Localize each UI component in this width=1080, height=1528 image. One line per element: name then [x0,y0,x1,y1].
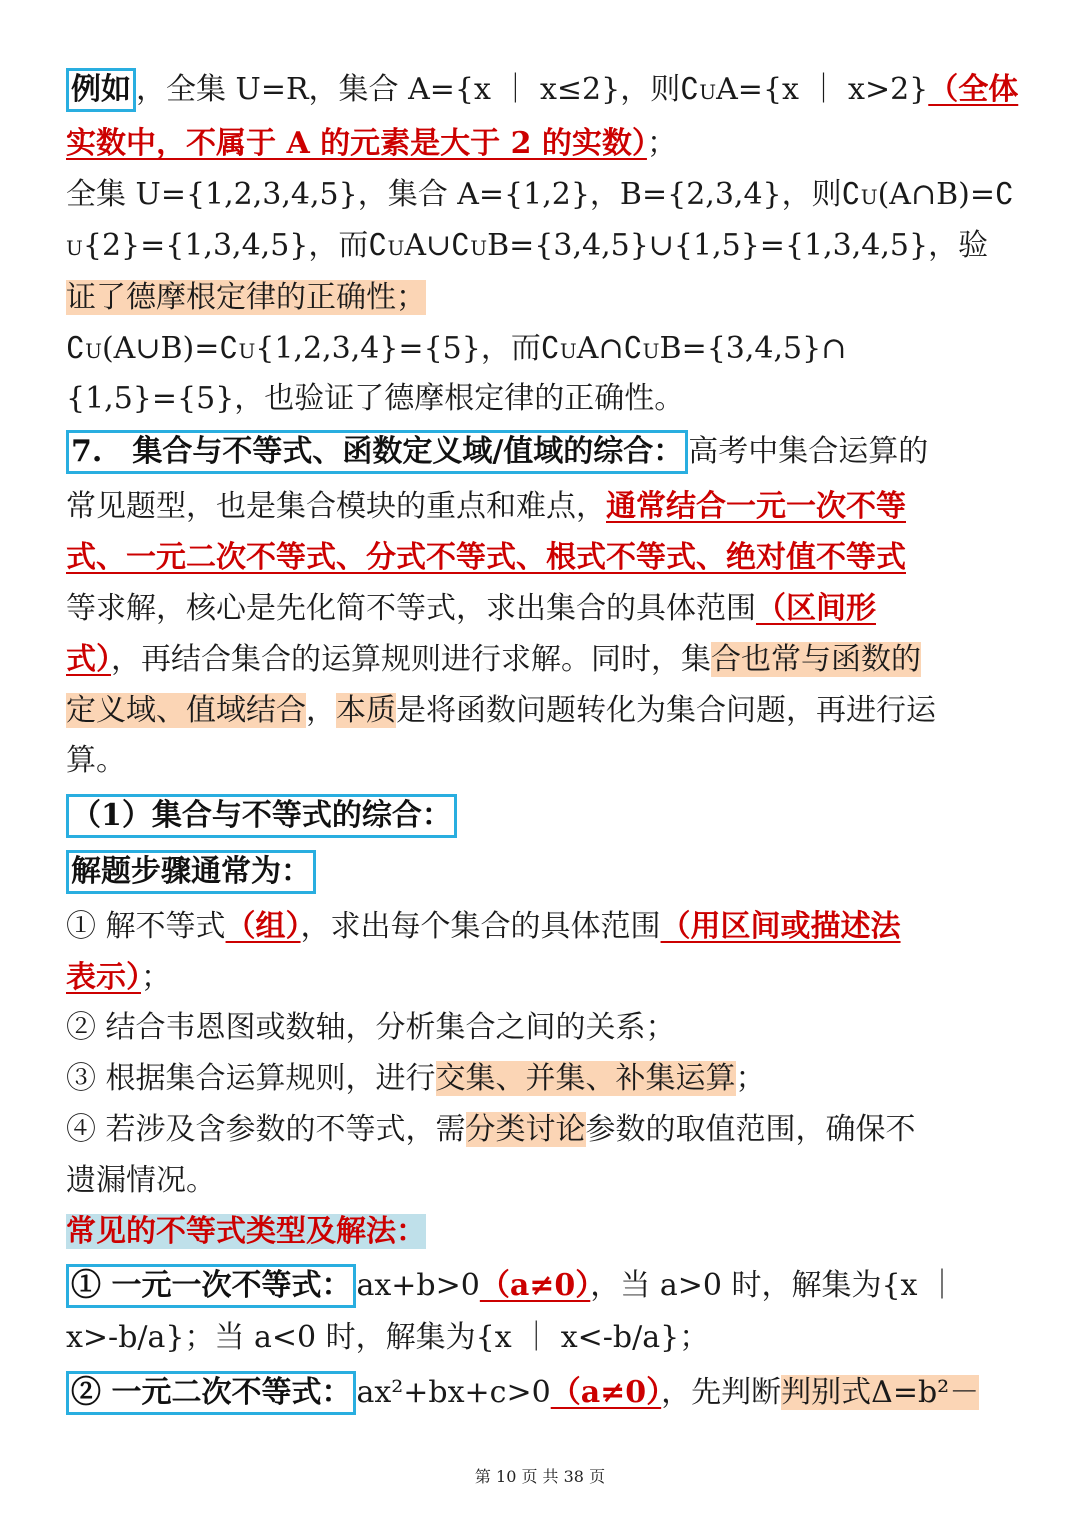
line-1: 例如 ，全集 U=R，集合 A={x ｜ x≤2}，则∁UA={x ｜ x>2}（全体 [66,68,1018,112]
line-16 [66,850,316,894]
line-5 [66,276,426,320]
section-heading-highlighted: 常见的不等式类型及解法： [66,1214,426,1249]
page-footer: 第 10 页 共 38 页 [474,1467,606,1486]
line-2: 实数中，不属于 A 的元素是大于 2 的实数）； [66,126,677,161]
line-12: 式），再结合集合的运算规则进行求解。同时，集合也常与函数的 [66,642,921,677]
line-21: ④ 若涉及含参数的不等式，需分类讨论参数的取值范围，确保不 [66,1112,916,1147]
highlight: 证了德摩根定律的正确性； [66,280,426,315]
line-24: ① 一元一次不等式： ax+b>0（a≠0），当 a>0 时，解集为{x ｜ [66,1264,957,1308]
quadratic-inequality-heading: ② 一元二次不等式： [66,1371,356,1415]
line-25: x>-b/a}；当 a<0 时，解集为{x ｜ x<-b/a}； [66,1320,710,1355]
highlight: 判别式Δ=b²－ [781,1375,980,1410]
line-13: 定义域、值域结合，本质是将函数问题转化为集合问题，再进行运 [66,693,936,728]
linear-inequality-heading: ① 一元一次不等式： [66,1264,356,1308]
highlight: 分类讨论 [465,1112,586,1147]
line-19: ② 结合韦恩图或数轴，分析集合之间的关系； [66,1010,676,1045]
line-11: 等求解，核心是先化简不等式，求出集合的具体范围（区间形 [66,591,876,626]
subsection-1-heading: （1）集合与不等式的综合： [66,794,457,838]
line-22: 遗漏情况。 [66,1163,216,1198]
line-7: {1,5}={5}，也验证了德摩根定律的正确性。 [66,381,685,416]
steps-heading: 解题步骤通常为： [66,850,316,894]
line-17: ① 解不等式（组），求出每个集合的具体范围（用区间或描述法 [66,909,901,944]
line-3: 全集 U={1,2,3,4,5}，集合 A={1,2}，B={2,3,4}，则∁U(A∩B)=∁ [66,177,1015,212]
line-10: 式、一元二次不等式、分式不等式、根式不等式、绝对值不等式 [66,540,906,575]
line-6: ∁U(A∪B)=∁U{1,2,3,4}={5}，而∁UA∩∁UB={3,4,5}∩ [66,331,847,366]
highlight: 交集、并集、补集运算 [435,1061,736,1096]
line-26: ② 一元二次不等式： ax²+bx+c>0（a≠0），先判断判别式Δ=b²－ [66,1371,979,1415]
highlight: 合也常与函数的 [711,642,921,677]
line-8: 7. 集合与不等式、函数定义域/值域的综合： 高考中集合运算的 [66,430,928,474]
line-14: 算。 [66,743,126,778]
highlight: 本质 [336,693,396,728]
line-9: 常见题型，也是集合模块的重点和难点，通常结合一元一次不等 [66,489,906,524]
line-4: U{2}={1,3,4,5}，而∁UA∪∁UB={3,4,5}∪{1,5}={1,3,4,5}，验 [66,228,989,263]
line-23 [66,1210,426,1254]
line-15 [66,794,457,838]
line-20: ③ 根据集合运算规则，进行交集、并集、补集运算； [66,1061,766,1096]
section-7-heading: 7. 集合与不等式、函数定义域/值域的综合： [66,430,688,474]
line-18: 表示）； [66,960,171,995]
example-label-box: 例如 [66,68,136,112]
highlight: 定义域、值域结合 [66,693,306,728]
